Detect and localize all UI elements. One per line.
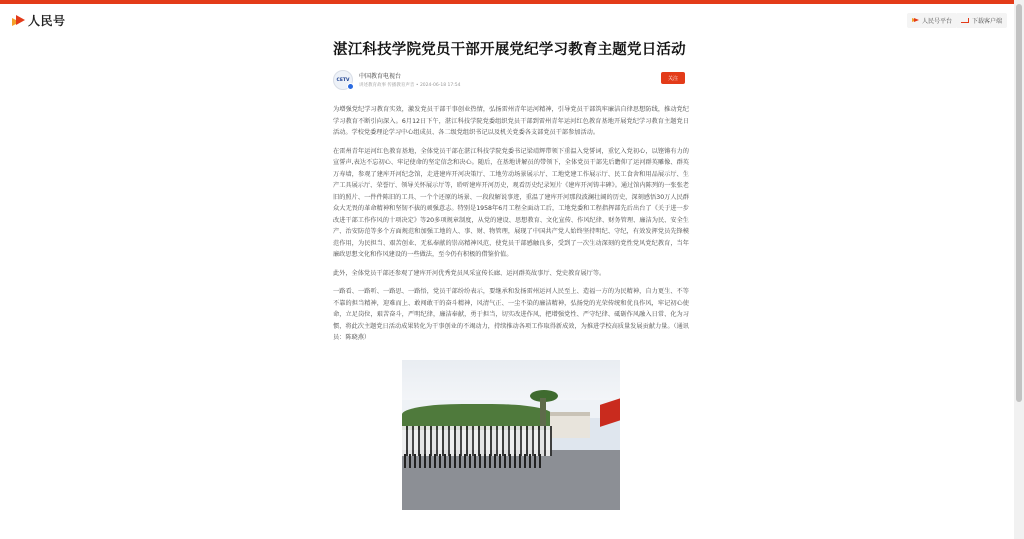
avatar-text: CETV [336,77,350,83]
site-header [0,4,1014,34]
renminhao-logo-icon [12,15,25,26]
paragraph: 此外，全体党员干部还参观了建库开河优秀党员风采宣传长廊、运河群英故事厅、党史教育展厅等。 [333,269,606,277]
author-bar [333,69,689,93]
photo-palm-trunk [540,398,546,428]
paragraph: 一路看、一路听、一路思、一路悟，党员干部纷纷表示，要继承和发扬雷州运河人民至上、造福一方的为民精神，自力更生、不等不靠的担当精神，迎难而上、敢闯敢干的奋斗精神，风清气正、一尘不染的廉洁精神，弘扬党的光荣传统和优良作风，牢记初心使命，立足岗位，艰苦奋斗，严明纪律，廉洁奉献，勇于担当，切实改进作风，把增强党性、严守纪律、砥砺作风融入日常、化为习惯，将此次主题党日活动成果转化为干事创业的不竭动力，持续推动各项工作取得新成效，为推进学校高质量发展贡献力量。（通讯员：陈晓燕） [333,288,689,341]
renminhao-logo-icon [912,18,919,23]
photo-clouds [402,360,620,400]
scrollbar-thumb[interactable] [1016,4,1022,402]
photo-building [550,412,590,438]
platform-button-label: 人民号平台 [922,18,953,25]
author-meta: 讲述教育故事 传播教育声音 • 2024-06-18 17:54 [359,83,461,88]
download-arrow-icon [961,18,969,23]
article [333,40,689,510]
photo-crowd [402,426,552,456]
author-name[interactable]: 中国教育电视台 [359,73,402,80]
article-body [333,104,689,344]
paragraph: 在雷州青年运河红色教育基地，全体党员干部在湛江科技学院党委书记梁靖辉带领下重温入党誓词，重忆入党初心，以铿锵有力的宣誓声,表达不忘初心、牢记使命的坚定信念和决心。随后，在基地讲解员的带领下，全体党员干部先后瞻仰了运河群英雕像、群英万寿墙，参观了建库开河纪念馆，走进建库开河决策厅、工地劳动场景展示厅、工地党建工作展示厅、民工食舍和用品展示厅、生产工具展示厅、荣誉厅、领导关怀展示厅等，聆听建库开河历史，观看历史纪录短片《建库开河铸丰碑》。通过馆内陈列的一张张老旧的照片、一件件陈旧的工具、一个个还原的场景、一段段解说事迹，重温了建库开河那段波澜壮阔的历史，深刻感悟30万人民群众大无畏的革命精神和坚韧不拔的顽强意志。特别是1958年6月工程全面动工后，工地党委和工程指挥部先后出台了《关于进一步改进干部工作作风的十项决定》等20多项规章制度，从党的建设、思想教育、文化宣传、作风纪律、财务管理、廉洁为民、安全生产、治安防范等多个方面规范和加强工地的人、事、财、物管理，展现了中国共产党人始终坚持明纪、守纪，有效发挥党员先锋模范作用，为民担当、艰苦创业、无私奉献的崇高精神风范，使党员干部感触良多，受到了一次生动深刻的党性党风党纪教育，当年廉政思想文化和作风建设的一些做法，至今仍有积极的借鉴价值。 [333,147,689,258]
renminhao-platform-button[interactable] [907,13,957,28]
page-scrollbar[interactable] [1014,0,1024,539]
follow-button[interactable]: 关注 [661,72,685,84]
verified-badge-icon [347,83,354,90]
site-logo[interactable] [12,12,66,29]
article-photo [402,360,620,510]
paragraph: 为增强党纪学习教育实效，激发党员干部干事创业热情，弘扬雷州青年运河精神，引导党员干部筑牢廉洁自律思想防线，推动党纪学习教育不断引向深入。6月12日下午，湛江科技学院党委组织党员干部到雷州青年运河红色教育基地开展党纪学习教育主题党日活动。学校党委理论学习中心组成员、各二级党组织书记以及机关党委各支部党员干部参加活动。 [333,106,689,136]
logo-text: 人民号 [28,14,66,28]
article-title: 湛江科技学院党员干部开展党纪学习教育主题党日活动 [333,42,686,58]
download-client-button[interactable] [956,13,1007,28]
photo-crowd-legs [404,454,544,468]
download-button-label: 下载客户端 [972,18,1003,25]
